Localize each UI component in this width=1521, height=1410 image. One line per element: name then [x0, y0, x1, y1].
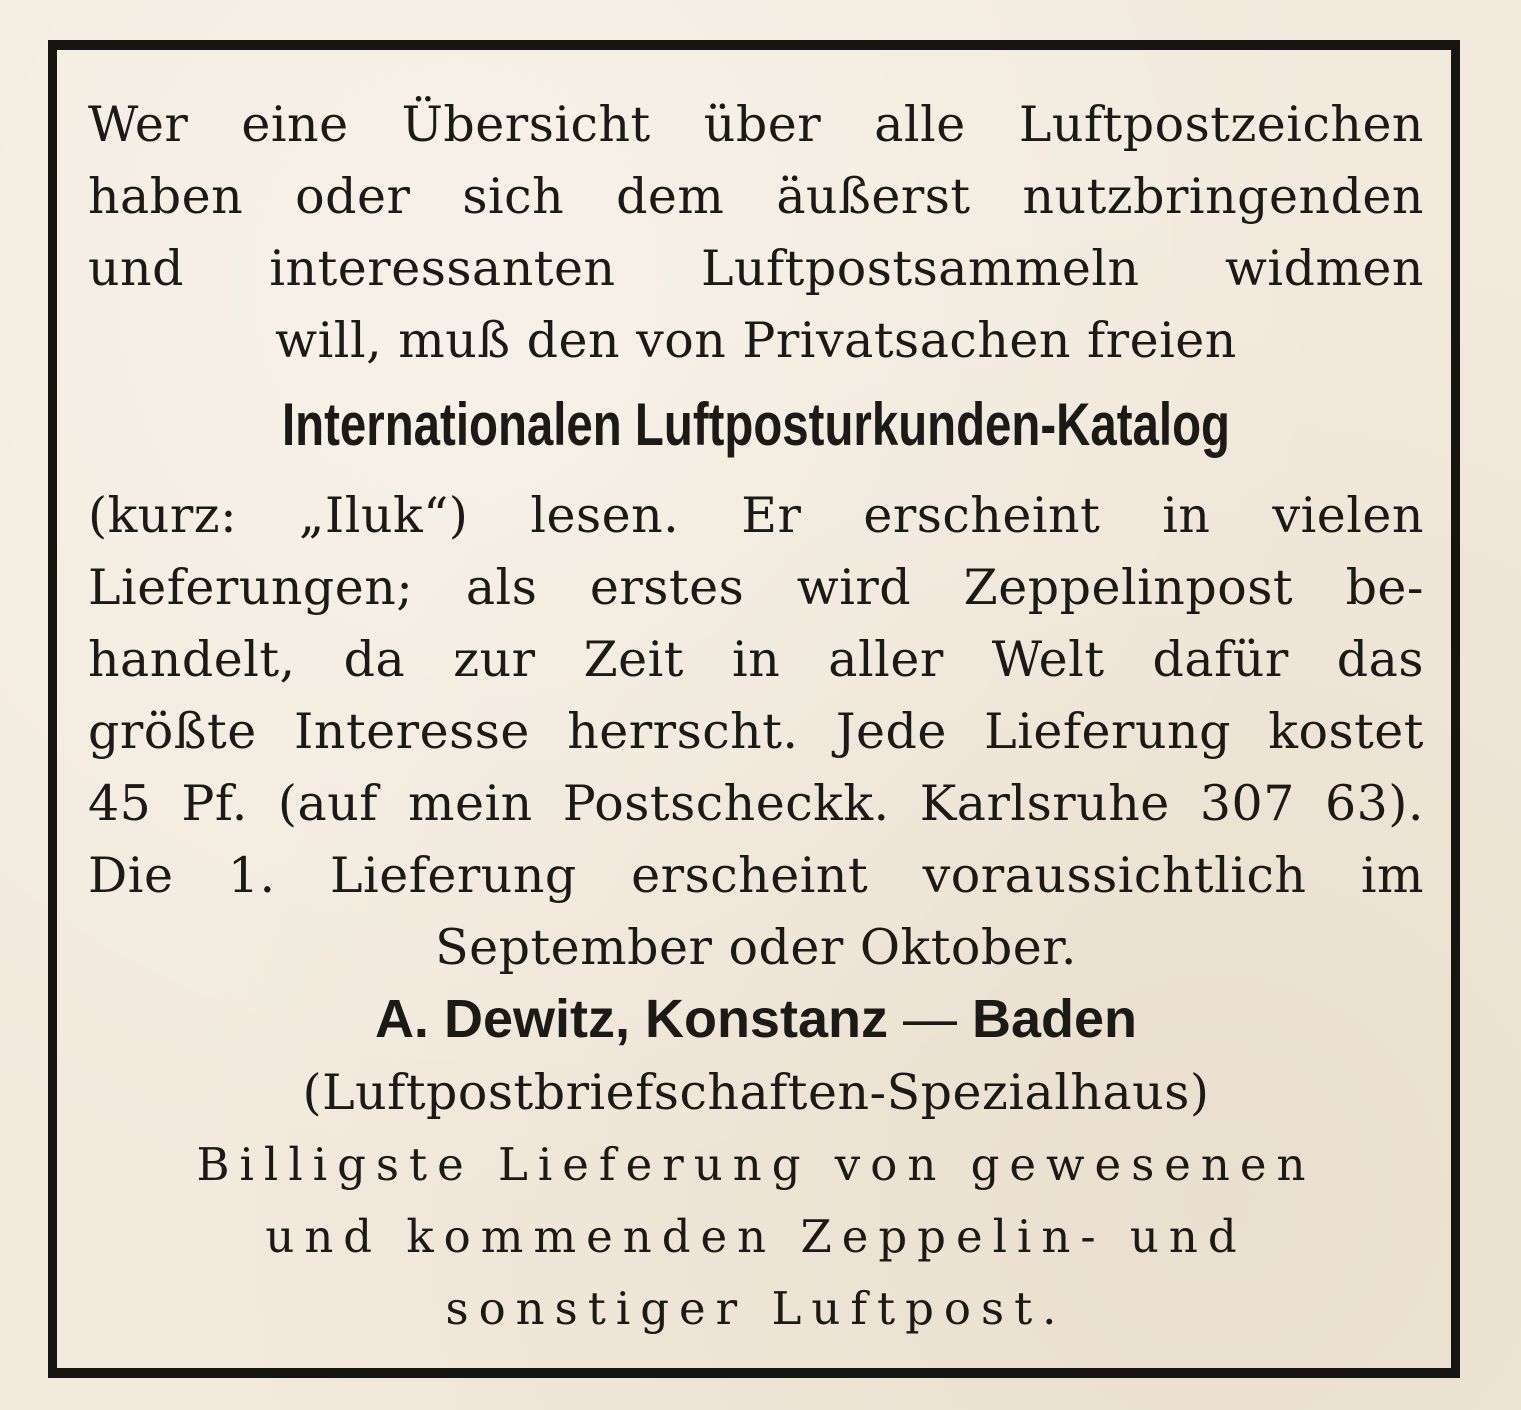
- firm-line: [88, 989, 1424, 1049]
- description-line-7: September oder Oktober.: [435, 919, 1077, 976]
- intro-line-2: haben oder sich dem äußerst nutzbringenden: [88, 168, 1424, 225]
- firm-specialty: (Luftpostbriefschaften-Spezialhaus): [302, 1064, 1210, 1121]
- description-line-4: größte Interesse herrscht. Jede Lieferung kostet: [88, 703, 1424, 760]
- description-line-1: (kurz: „Iluk“) lesen. Er erscheint in vielen: [88, 487, 1424, 544]
- intro-line-4: will, muß den von Privatsachen freien: [275, 312, 1237, 369]
- offer-line-2: und kommenden Zeppelin- und: [265, 1210, 1247, 1263]
- firm-name: A. Dewitz, Konstanz: [374, 989, 888, 1049]
- description-line-3: handelt, da zur Zeit in aller Welt dafür das: [88, 631, 1424, 688]
- intro-line-1: Wer eine Übersicht über alle Luftpostzeichen: [88, 96, 1424, 153]
- description-line-2: Lieferungen; als erstes wird Zeppelinpost be-: [88, 559, 1424, 616]
- firm-separator: —: [902, 989, 957, 1049]
- offer-line-1: Billigste Lieferung von gewesenen: [196, 1138, 1316, 1191]
- description-line-5: 45 Pf. (auf mein Postscheckk. Karlsruhe 307 63).: [88, 775, 1424, 832]
- offer-line-3: sonstiger Luftpost.: [445, 1282, 1067, 1335]
- catalog-title: Internationalen Luftposturkunden-Katalog: [281, 391, 1230, 458]
- description-line-6: Die 1. Lieferung erscheint voraussichtlich im: [88, 847, 1424, 904]
- firm-region: Baden: [972, 989, 1138, 1049]
- intro-line-3: und interessanten Luftpostsammeln widmen: [88, 240, 1424, 297]
